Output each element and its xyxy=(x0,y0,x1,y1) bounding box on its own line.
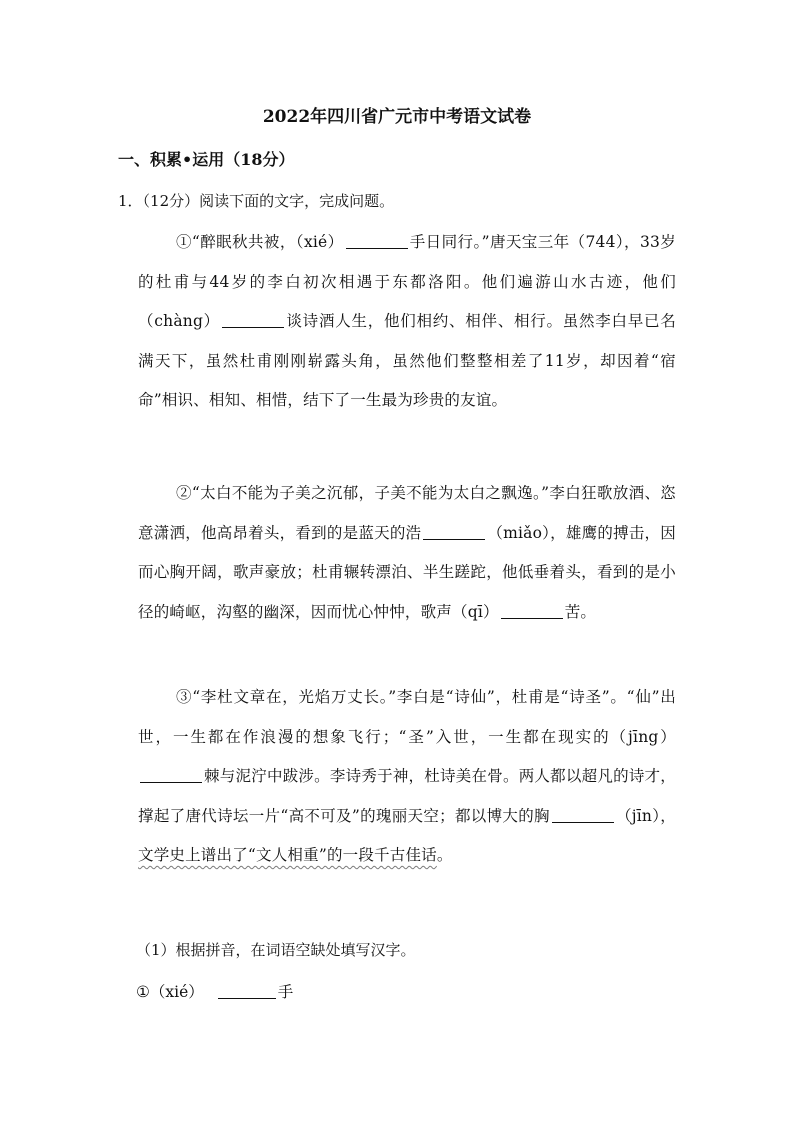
section-heading: 一、积累•运用（18分） xyxy=(118,150,295,169)
wavy-underlined-text: 文学史上谱出了“文人相重”的一段千古佳话 xyxy=(138,846,437,864)
passage-paragraph-2 xyxy=(138,474,676,632)
passage-text: （jīn）， xyxy=(615,806,676,825)
passage-text: ②“太白不能为子美之沉郁，子美不能为太白之飘逸。”李白狂歌放酒、恣意潇洒，他高昂着头，看到的是蓝天的浩 xyxy=(138,484,676,542)
sub-question-1: （1）根据拼音，在词语空缺处填写汉字。 xyxy=(136,941,416,959)
fill-blank xyxy=(501,602,563,619)
passage-text: 棘与泥泞中跋涉。李诗秀于神，杜诗美在骨。两人都以超凡的诗才，撑起了唐代诗坛一片“高不可及”的瑰丽天空；都以博大的胸 xyxy=(138,767,676,825)
answer-blank[interactable] xyxy=(218,983,276,1000)
page-title: 2022年四川省广元市中考语文试卷 xyxy=(262,107,532,127)
passage-text: 。 xyxy=(436,846,453,864)
fill-blank xyxy=(140,767,202,784)
item-suffix: 手 xyxy=(277,983,294,1001)
item-pinyin: ①（xié） xyxy=(136,983,204,1001)
question-1-intro: 1．（12分）阅读下面的文字，完成问题。 xyxy=(118,192,395,210)
fill-blank xyxy=(222,312,284,329)
fill-blank xyxy=(552,806,614,823)
passage-text: 手日同行。”唐天宝三年（744），33岁的杜甫与44岁的李白初次相遇于东都洛阳。他们遍游山水古迹，他们（chàng） xyxy=(138,233,676,330)
sub-question-1-item-1 xyxy=(136,979,293,1005)
passage-text: 谈诗酒人生，他们相约、相伴、相行。虽然李白早已名满天下，虽然杜甫刚刚崭露头角，虽然他们整整相差了11岁，却因着“宿命”相识、相知、相惜，结下了一生最为珍贵的友谊。 xyxy=(138,312,676,409)
fill-blank xyxy=(423,523,485,540)
passage-paragraph-3 xyxy=(138,678,676,876)
passage-text: ①“醉眠秋共被，（xié） xyxy=(176,233,344,251)
passage-paragraph-1 xyxy=(138,223,676,421)
passage-text: ③“李杜文章在，光焰万丈长。”李白是“诗仙”，杜甫是“诗圣”。“仙”出世，一生都在作浪漫的想象飞行；“圣”入世，一生都在现实的（jīng） xyxy=(138,688,676,746)
fill-blank xyxy=(346,233,408,250)
passage-text: 苦。 xyxy=(564,602,597,621)
passage-text: （miǎo），雄鹰的搏击，因而心胸开阔，歌声豪放；杜甫辗转漂泊、半生蹉跎，他低垂着头，看到的是小径的崎岖，沟壑的幽深，因而忧心忡忡，歌声（qī） xyxy=(138,523,676,621)
